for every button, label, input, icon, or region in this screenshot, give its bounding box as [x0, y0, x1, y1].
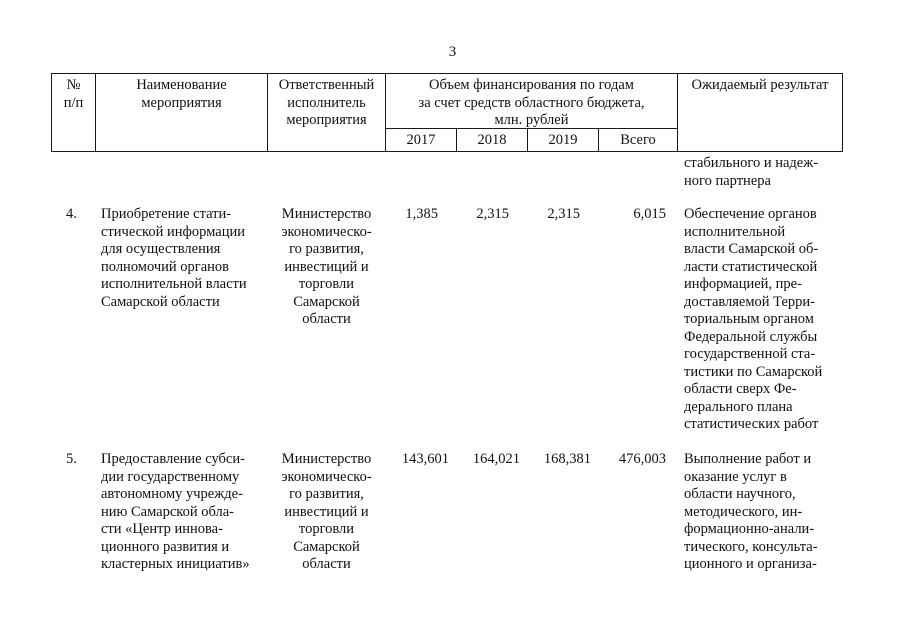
row-value-2017: 1,385 [405, 206, 438, 222]
header-total: Всего [620, 132, 656, 148]
row-value-total: 6,015 [633, 206, 666, 222]
row-value-2019: 168,381 [543, 451, 591, 467]
row-number: 5. [66, 451, 77, 467]
page-number: 3 [448, 44, 457, 60]
row-value-2018: 164,021 [472, 451, 520, 467]
header-executor: Ответственный исполнитель мероприятия [278, 77, 375, 128]
header-funding: Объем финансирования по годам за счет средств областного бюджета, млн. рублей [418, 77, 645, 128]
row-executor: Министерство экономическо- го развития, инвестиций и торговли Самарской области [281, 206, 372, 327]
row-value-2018: 2,315 [476, 206, 509, 222]
row-number: 4. [66, 206, 77, 222]
header-divider [842, 73, 843, 152]
row-value-2019: 2,315 [547, 206, 580, 222]
row-result: Выполнение работ и оказание услуг в области научного, методического, ин- формационно-анали- тического, консульта- ционного и организа- [684, 451, 818, 572]
header-bottom-border [51, 151, 843, 152]
header-top-border [51, 73, 843, 74]
row-result: Обеспечение органов исполнительной власти Самарской об- ласти статистической информацией, пре- доставляемой Терри- ториальным органом Федеральной службы государственной ста- тистики по Самарской области сверх Фе- дерального плана статистических работ [684, 206, 823, 432]
row-name: Приобретение стати- стической информации для осуществления полномочий органов исполнительной власти Самарской области [101, 206, 247, 310]
header-number: № п/п [63, 77, 84, 111]
row-value-2017: 143,601 [401, 451, 449, 467]
row-name: Предоставление субси- дии государственному автономному учрежде- нию Самарской обла- сти «Центр иннова- ционного развития и кластерных инициатив» [101, 451, 250, 572]
header-year-2018: 2018 [477, 132, 507, 148]
header-name: Наименование мероприятия [136, 77, 227, 111]
header-result: Ожидаемый результат [691, 77, 829, 93]
header-year-2019: 2019 [548, 132, 578, 148]
row-value-total: 476,003 [618, 451, 666, 467]
continuation-result: стабильного и надеж- ного партнера [684, 155, 819, 189]
header-year-2017: 2017 [406, 132, 436, 148]
row-executor: Министерство экономическо- го развития, инвестиций и торговли Самарской области [281, 451, 372, 572]
